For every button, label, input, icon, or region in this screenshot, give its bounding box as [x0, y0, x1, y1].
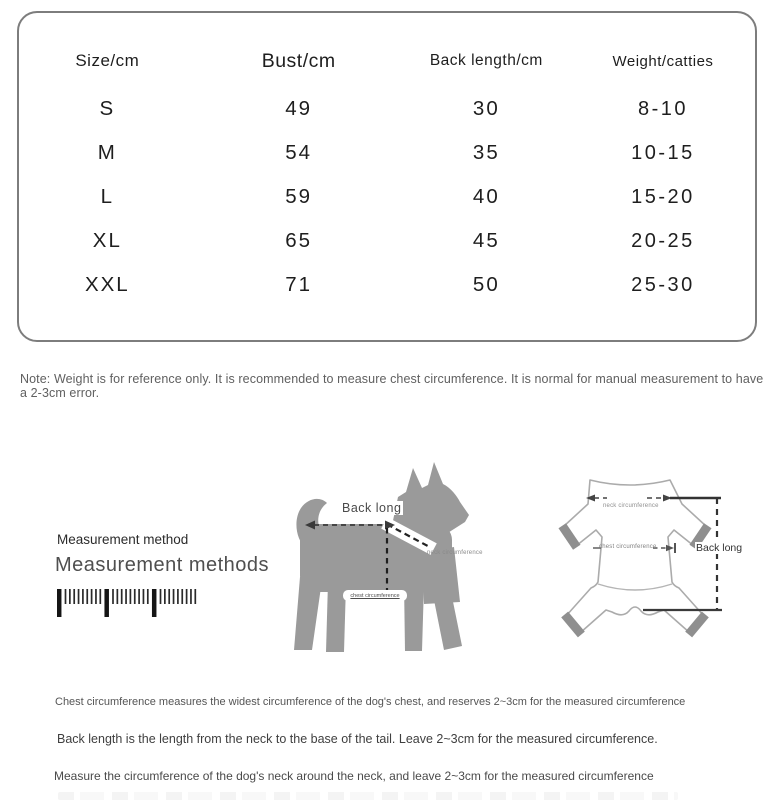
column-header-size: Size/cm: [75, 51, 140, 70]
weight-value: 8-10: [637, 97, 688, 120]
garment-neck-circumference-label: neck circumference: [603, 503, 659, 509]
bust-value: 71: [285, 273, 313, 296]
size-value: L: [100, 185, 115, 208]
table-row: [19, 219, 755, 263]
bust-value: 49: [285, 97, 313, 120]
column-header-bust: Bust/cm: [261, 49, 336, 72]
column-header-back-length: Back length/cm: [429, 52, 543, 69]
size-chart-table: [17, 11, 757, 342]
garment-chest-circumference-label: chest circumference: [599, 544, 657, 550]
table-row: [19, 131, 755, 175]
dog-rear-leg: [294, 577, 322, 650]
measurement-method-label: Measurement method: [57, 532, 189, 547]
neck-instruction: Measure the circumference of the dog's neck around the neck, and leave 2~3cm for the measured circumference: [54, 769, 654, 783]
back-length-instruction: Back length is the length from the neck to the base of the tail. Leave 2~3cm for the measured circumference.: [57, 732, 658, 746]
chest-instruction: Chest circumference measures the widest circumference of the dog's chest, and reserves 2~3cm for the measured circumference: [55, 696, 686, 708]
garment-back-long-label: Back long: [696, 542, 743, 554]
bust-value: 65: [285, 229, 313, 252]
size-value: XL: [92, 229, 122, 252]
dog-front-leg: [404, 582, 424, 651]
bust-value: 59: [285, 185, 313, 208]
weight-value: 10-15: [631, 141, 695, 164]
table-row: [19, 175, 755, 219]
back-length-value: 50: [472, 273, 500, 296]
weight-value: 15-20: [631, 185, 695, 208]
table-header-row: [19, 39, 755, 83]
back-length-value: 30: [472, 97, 500, 120]
weight-value: 25-30: [631, 273, 695, 296]
weight-value: 20-25: [631, 229, 695, 252]
size-value: XXL: [84, 273, 130, 296]
size-value: S: [99, 97, 116, 120]
bust-value: 54: [285, 141, 313, 164]
back-length-value: 35: [472, 141, 500, 164]
dog-chest-circumference-badge: chest circumference: [343, 590, 407, 601]
back-length-value: 40: [472, 185, 500, 208]
size-value: M: [97, 141, 117, 164]
table-row: [19, 263, 755, 307]
cutoff-text-row: [58, 792, 678, 800]
table-row: [19, 87, 755, 131]
ruler-icon: [57, 589, 199, 619]
dog-back-long-label: Back long: [342, 501, 402, 515]
measurement-methods-title: Measurement methods: [55, 554, 270, 576]
weight-reference-note: Note: Weight is for reference only. It is recommended to measure chest circumference. It is normal for manual measurement to have a 2-3cm error.: [20, 372, 764, 400]
garment-measurement-illustration: [555, 470, 725, 665]
dog-neck-circumference-label: neck circumference: [427, 550, 483, 556]
column-header-weight: Weight/catties: [612, 52, 714, 70]
back-length-value: 45: [472, 229, 500, 252]
ruler-minor-ticks: [66, 589, 196, 604]
